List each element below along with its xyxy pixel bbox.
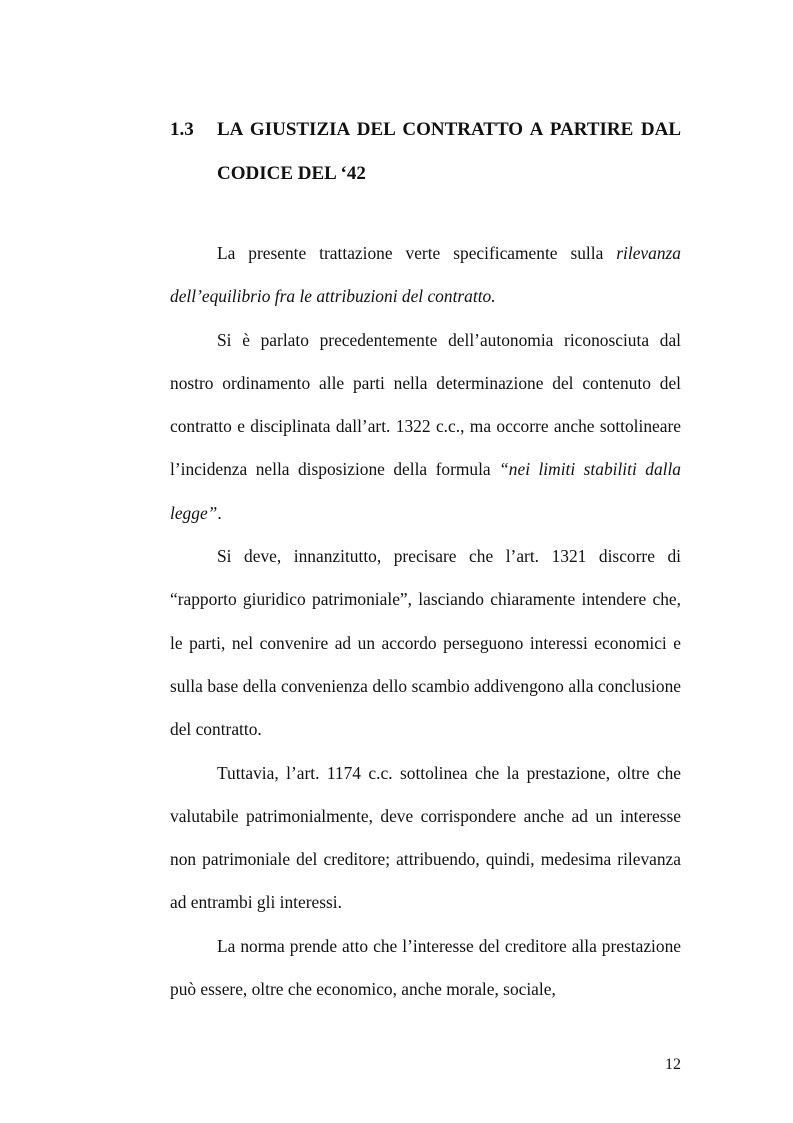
paragraph-5: La norma prende atto che l’interesse del creditore alla prestazione può essere, oltre che economico, anche morale, sociale, — [170, 935, 681, 1000]
section-title — [217, 108, 681, 196]
page-number: 12 — [665, 1056, 681, 1073]
paragraph-1-italic: rilevanza dell’equilibrio fra le attribuzioni del contratto. — [170, 243, 681, 307]
section-title-line-1: LA GIUSTIZIA DEL CONTRATTO A PARTIRE DAL — [217, 119, 681, 140]
paragraph-4: Tuttavia, l’art. 1174 c.c. sottolinea che la prestazione, oltre che valutabile patrimonialmente, deve corrispondere anche ad un interesse non patrimoniale del creditore; attribuendo, quindi, medesima rilevanza ad entrambi gli interessi. — [170, 762, 681, 913]
section-title-line-2: CODICE DEL ‘42 — [217, 163, 366, 184]
paragraph-2-italic: “nei limiti stabiliti dalla legge” — [170, 459, 682, 523]
section-heading — [170, 108, 681, 196]
paragraph-1 — [170, 232, 681, 319]
paragraph-1-text: La presente trattazione verte specificamente sulla — [217, 243, 617, 263]
paragraph-2-text: Si è parlato precedentemente dell’autonomia riconosciuta dal nostro ordinamento alle parti nella determinazione del contenuto del contratto e disciplinata dall’art. 1322 c.c., ma occorre anche sottolineare l’incidenza nella disposizione della formula — [170, 329, 681, 480]
body-text — [170, 232, 681, 1011]
section-number: 1.3 — [170, 119, 194, 140]
paragraph-2 — [170, 319, 681, 535]
paragraph-3: Si deve, innanzitutto, precisare che l’art. 1321 discorre di “rapporto giuridico patrimoniale”, lasciando chiaramente intendere che, le parti, nel convenire ad un accordo perseguono interessi economici e sulla base della convenienza dello scambio addivengono alla conclusione del contratto. — [170, 546, 681, 740]
paragraph-2-tail: . — [217, 502, 222, 523]
